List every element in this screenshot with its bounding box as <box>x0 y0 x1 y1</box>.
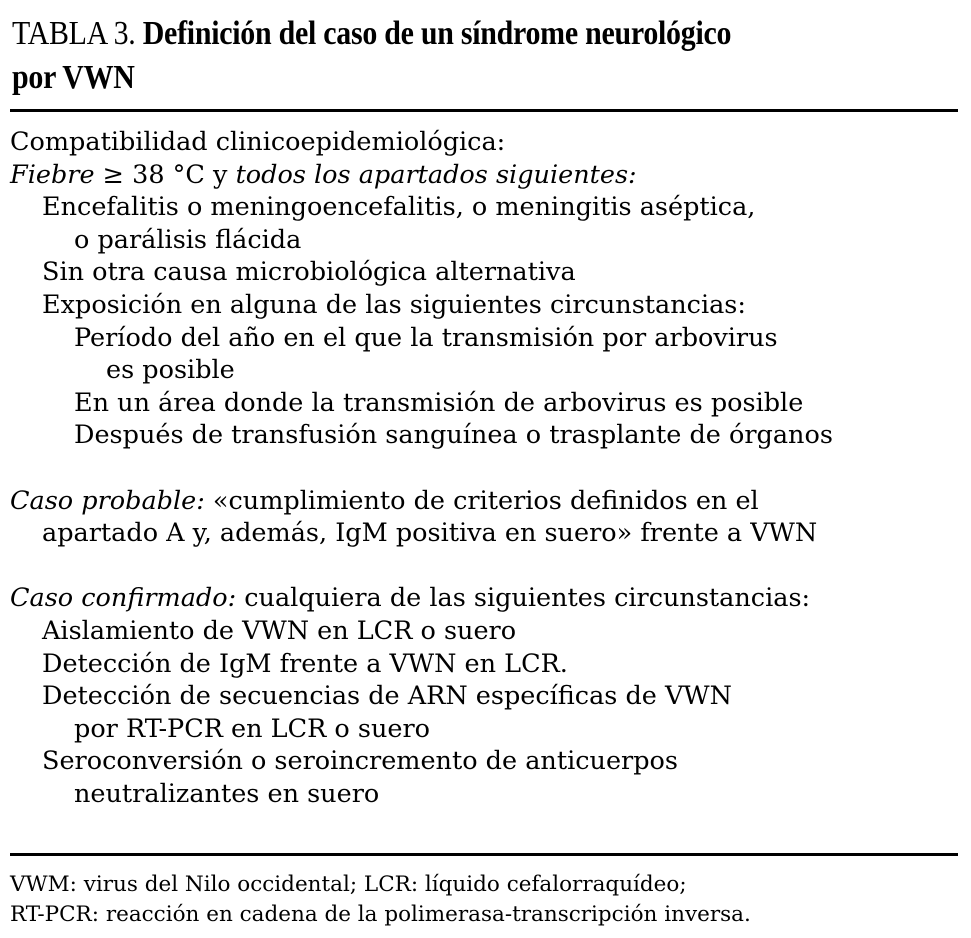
footnote-line-2: RT-PCR: reacción en cadena de la polimerasa-transcripción inversa. <box>10 902 751 927</box>
footnote-line-1: VWM: virus del Nilo occidental; LCR: líquido cefalorraquídeo; <box>10 872 687 897</box>
table-title-line-1 <box>12 12 848 56</box>
confirmed-item: Seroconversión o seroincremento de anticuerpos <box>42 746 678 777</box>
exposure-item: En un área donde la transmisión de arbovirus es posible <box>74 387 804 418</box>
fever-label: Fiebre <box>10 159 95 190</box>
probable-case-label: Caso probable: <box>10 485 205 516</box>
table-label: TABLA 3. <box>12 15 136 52</box>
confirmed-item: Detección de secuencias de ARN específicas de VWN <box>42 681 732 712</box>
exposure-item-continuation: es posible <box>106 355 235 386</box>
table-title-line-2: por VWN <box>12 59 135 96</box>
confirmed-item-continuation: por RT-PCR en LCR o suero <box>74 713 431 744</box>
confirmed-item-continuation: neutralizantes en suero <box>74 778 380 809</box>
probable-case-text: «cumplimiento de criterios definidos en el <box>204 485 759 516</box>
confirmed-case-label: Caso confirmado: <box>10 583 237 614</box>
exposure-item: Después de transfusión sanguínea o trasplante de órganos <box>74 420 833 451</box>
footnote <box>10 870 960 930</box>
table-title <box>12 12 848 100</box>
fever-value: ≥ 38 °C y <box>94 159 236 190</box>
fever-tail: todos los apartados siguientes: <box>235 159 637 190</box>
confirmed-case-text: cualquiera de las siguientes circunstancias: <box>236 583 811 614</box>
spacer <box>10 452 960 485</box>
exposure-item: Período del año en el que la transmisión por arbovirus <box>74 322 778 353</box>
spacer <box>10 550 960 583</box>
confirmed-item: Aislamiento de VWN en LCR o suero <box>42 615 517 646</box>
criterion-item: Sin otra causa microbiológica alternativa <box>42 257 576 288</box>
probable-case-line-1 <box>10 485 960 518</box>
fever-criterion <box>10 159 960 192</box>
confirmed-item: Detección de IgM frente a VWN en LCR. <box>42 648 568 679</box>
confirmed-case-line-1 <box>10 582 960 615</box>
criterion-item-continuation: o parálisis flácida <box>74 224 302 255</box>
section-a-heading: Compatibilidad clinicoepidemiológica: <box>10 127 506 157</box>
probable-case-line-2: apartado A y, además, IgM positiva en suero» frente a VWN <box>42 518 818 549</box>
bottom-rule <box>10 853 958 856</box>
top-rule <box>10 109 958 112</box>
table-title-text: Definición del caso de un síndrome neurológico <box>142 15 732 52</box>
table-body <box>10 126 960 810</box>
criterion-item: Exposición en alguna de las siguientes circunstancias: <box>42 289 746 320</box>
criterion-item: Encefalitis o meningoencefalitis, o meningitis aséptica, <box>42 192 756 223</box>
